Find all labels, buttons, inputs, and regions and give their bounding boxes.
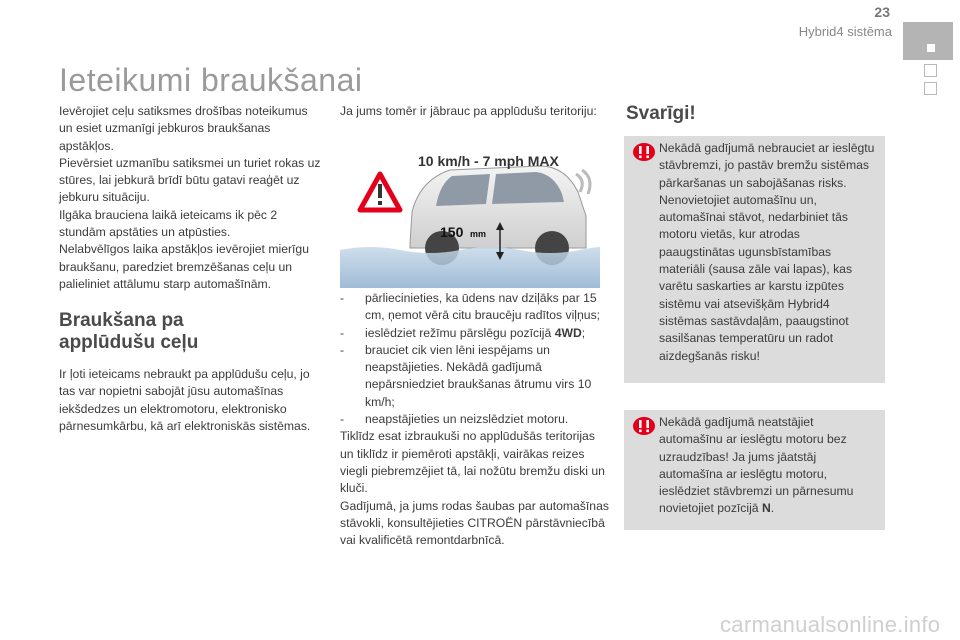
warning-text: Nekādā gadījumā nebrauciet ar ieslēgtu stāvbremzi, jo pastāv bremžu sistēmas pārkaršanas un sabojāšanas risks. Nenovietojiet automašīnu un, automašīnai stāvot, nedarbiniet tās motoru vietās, kur atrodas paaugstinātas ugunsbīstamības materiāli (sausa zāle vai lapas), kas varētu saskarties ar karstu izpūtes sistēmu vai atsevišķām Hybrid4 sistēmas sastāvdaļām, paaugstinot sasilšanas temperatūru un radot aizdegšanās risku! <box>659 141 875 363</box>
page-number: 23 <box>874 4 890 20</box>
flooded-intro: Ja jums tomēr ir jābrauc pa applūdušu teritoriju: <box>340 104 597 118</box>
depth-unit: mm <box>470 229 487 239</box>
tab-marker-icon <box>927 44 935 52</box>
paragraph: Gadījumā, ja jums rodas šaubas par automašīnas stāvokli, konsultējieties CITROËN pārstāvniecībā vai kvalificētā remontdarbnīcā. <box>340 498 609 548</box>
flooded-instructions-list <box>340 290 610 549</box>
subheading-flooded-road: Braukšana pa applūdušu ceļu <box>59 310 199 353</box>
list-item: - pārliecinieties, ka ūdens nav dziļāks par 15 cm, ņemot vērā citu braucēju radītos viļņus; <box>340 291 601 323</box>
depth-value: 150 <box>440 224 464 240</box>
paragraph: Nelabvēlīgos laika apstākļos ievērojiet mierīgu braukšanu, paredziet bremzēšanas ceļu un palieliniet attālumu starp automašīnām. <box>59 242 309 291</box>
water-level-icon <box>340 247 600 288</box>
section-tab[interactable] <box>924 64 937 77</box>
warning-panel-unattended <box>624 410 885 530</box>
intro-text <box>59 103 324 293</box>
paragraph: Ievērojiet ceļu satiksmes drošības noteikumus un esiet uzmanīgi jebkuros braukšanas apstākļos. <box>59 104 308 153</box>
speed-limit-label: 10 km/h - 7 mph MAX <box>418 153 559 169</box>
list-item: - brauciet cik vien lēni iespējams un neapstājieties. Nekādā gadījumā nepārsniedziet braukšanas ātrumu virs 10 km/h; <box>340 342 592 409</box>
important-heading: Svarīgi! <box>626 103 696 124</box>
section-tab[interactable] <box>924 82 937 95</box>
watermark: carmanualsonline.info <box>720 612 941 637</box>
warning-panel-parking-brake <box>624 136 885 383</box>
paragraph: Tiklīdz esat izbraukuši no applūdušās teritorijas un tiklīdz ir piemēroti apstākļi, vairākas reizes viegli piebremzējiet tā, lai nožūtu bremžu diski un kluči. <box>340 429 605 496</box>
flooded-road-text: Ir ļoti ieteicams nebraukt pa applūdušu ceļu, jo tas var nopietni sabojāt jūsu automašīnas iekšdedzes un elektromotoru, elektronisko pārnesumkārbu, kā arī elektroniskās sistēmas. <box>59 367 311 433</box>
section-tab-active[interactable] <box>903 22 953 60</box>
paragraph: Pievērsiet uzmanību satiksmei un turiet rokas uz stūres, lai jebkurā brīdī būtu gatavi reaģēt uz jebkuru situāciju. <box>59 155 321 205</box>
list-item: - ieslēdziet režīmu pārslēgu pozīcijā 4WD; <box>340 325 586 340</box>
list-item: - neapstājieties un neizslēdziet motoru. <box>340 412 569 427</box>
warning-icon <box>633 142 655 162</box>
paragraph: Ilgāka brauciena laikā ieteicams ik pēc 2 stundām apstāties un atpūsties. <box>59 207 278 240</box>
page-title: Ieteikumi braukšanai <box>59 62 363 98</box>
warning-triangle-icon <box>360 174 400 210</box>
warning-icon <box>633 416 655 436</box>
flooded-car-illustration <box>340 132 600 288</box>
warning-text: Nekādā gadījumā neatstājiet automašīnu ar ieslēgtu motoru bez uzraudzības! Ja jums jāatstāj automašīna ar ieslēgtu motoru, ieslēdziet stāvbremzi un pārnesumu novietojiet pozīcijā N. <box>659 415 854 516</box>
section-label: Hybrid4 sistēma <box>798 24 892 39</box>
